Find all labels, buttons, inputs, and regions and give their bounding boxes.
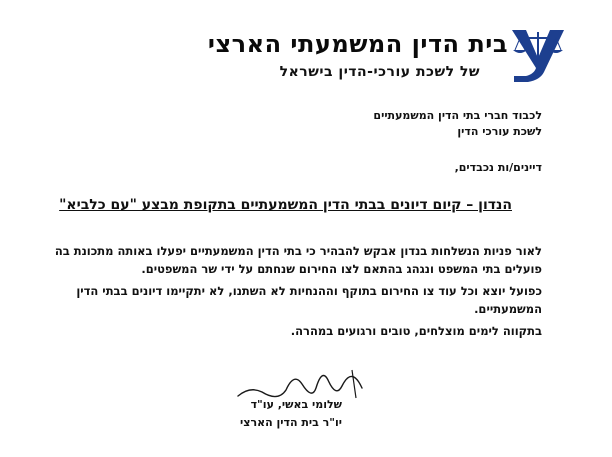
body-paragraph-1 — [55, 242, 542, 278]
signer-block — [240, 396, 342, 432]
closing-line: בתקווה לימים מוצלחים, טובים ורגועים במהרה. — [290, 324, 542, 338]
subject-line: הנדון – קיום דיונים בבתי הדין המשמעתיים בתקופת מבצע "עם כלביא" — [59, 197, 512, 213]
signer-title: יו"ר בית הדין הארצי — [240, 416, 342, 429]
addressee — [373, 108, 542, 140]
paragraph-line: לאור פניות הנשלחות בנדון אבקש להבהיר כי בתי הדין המשמעתיים יפעלו באותה מתכונת בה — [54, 244, 542, 258]
org-name: בית הדין המשמעתי הארצי — [207, 30, 508, 58]
salutation: דיינים/ות נכבדים, — [454, 161, 542, 174]
paragraph-line: פועלים בתי המשפט ונגהג בהתאם לצו החירום שנחתם על ידי שר המשפטים. — [141, 262, 542, 276]
addressee-line-2: לשכת עורכי הדין — [457, 125, 542, 138]
paragraph-line: המשמעתיים. — [474, 302, 542, 316]
org-subtitle: של לשכת עורכי-הדין בישראל — [279, 64, 480, 80]
addressee-line-1: לכבוד חברי בתי הדין המשמעתיים — [373, 109, 542, 122]
body-paragraph-2 — [76, 282, 542, 318]
paragraph-line: כפועל יוצא וכל עוד צו החירום בתוקף וההנחיות לא השתנו, לא יתקיימו דיונים בבתי הדין — [76, 284, 542, 298]
signer-name: שלומי באשי, עו"ד — [250, 398, 342, 411]
scales-of-justice-icon — [504, 24, 572, 86]
